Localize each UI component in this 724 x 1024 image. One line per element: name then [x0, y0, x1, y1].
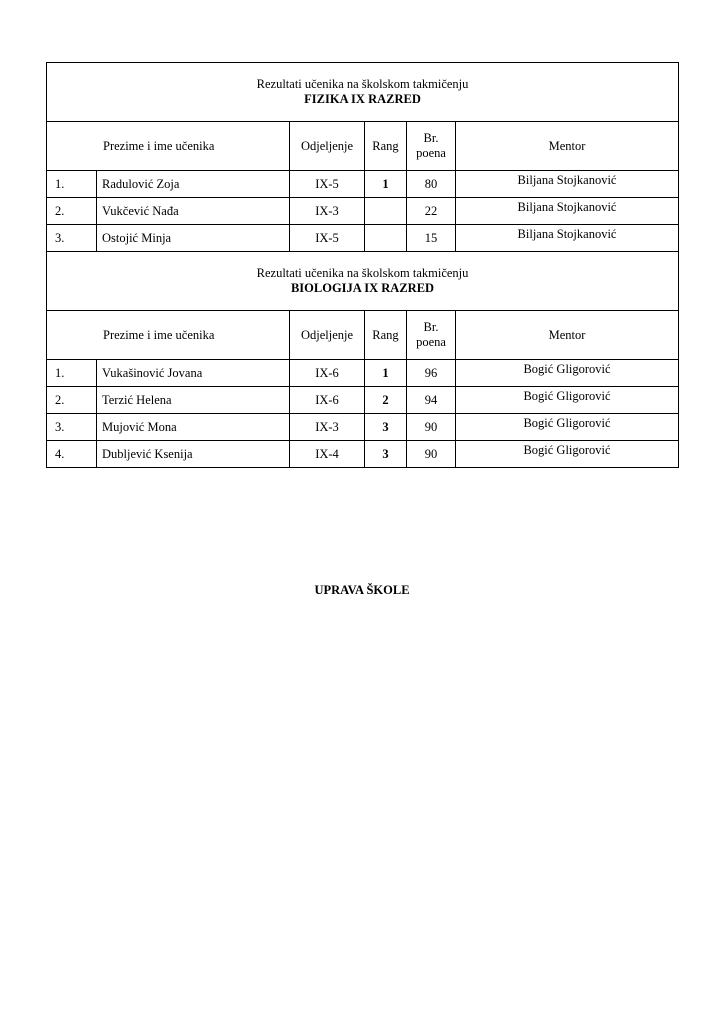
row-number: 2. [47, 198, 97, 225]
student-mentor: Biljana Stojkanović [456, 198, 679, 225]
column-header-points [407, 122, 456, 171]
table-row [47, 414, 679, 441]
section-header-cell [47, 252, 679, 311]
student-name: Mujović Mona [97, 414, 290, 441]
student-name: Dubljević Ksenija [97, 441, 290, 468]
column-header-class: Odjeljenje [290, 311, 365, 360]
column-header-mentor: Mentor [456, 122, 679, 171]
student-rank: 3 [365, 441, 407, 468]
student-points: 90 [407, 441, 456, 468]
student-points: 80 [407, 171, 456, 198]
row-number: 4. [47, 441, 97, 468]
student-name: Radulović Zoja [97, 171, 290, 198]
student-mentor: Biljana Stojkanović [456, 171, 679, 198]
column-header-row [47, 122, 679, 171]
section-header-cell [47, 63, 679, 122]
section-header-biologija [47, 252, 679, 311]
student-rank [365, 225, 407, 252]
student-points: 96 [407, 360, 456, 387]
section-title: FIZIKA IX RAZRED [304, 92, 421, 106]
section-header-fizika [47, 63, 679, 122]
student-mentor: Bogić Gligorović [456, 441, 679, 468]
student-class: IX-5 [290, 171, 365, 198]
student-class: IX-6 [290, 360, 365, 387]
results-table-body [47, 63, 679, 468]
student-name: Vukašinović Jovana [97, 360, 290, 387]
student-rank: 1 [365, 171, 407, 198]
column-header-points-line2: poena [416, 335, 446, 349]
row-number: 2. [47, 387, 97, 414]
school-administration-signature: UPRAVA ŠKOLE [314, 583, 410, 597]
column-header-points-line1: Br. [423, 131, 439, 145]
column-header-name [47, 311, 290, 360]
table-row [47, 171, 679, 198]
column-header-rank: Rang [365, 311, 407, 360]
student-name: Ostojić Minja [97, 225, 290, 252]
student-class: IX-6 [290, 387, 365, 414]
column-header-class: Odjeljenje [290, 122, 365, 171]
table-row [47, 441, 679, 468]
row-number: 3. [47, 414, 97, 441]
table-row [47, 198, 679, 225]
student-rank [365, 198, 407, 225]
column-header-points-line1: Br. [423, 320, 439, 334]
student-rank: 2 [365, 387, 407, 414]
student-mentor: Biljana Stojkanović [456, 225, 679, 252]
student-mentor: Bogić Gligorović [456, 360, 679, 387]
table-row [47, 225, 679, 252]
student-name: Terzić Helena [97, 387, 290, 414]
student-class: IX-4 [290, 441, 365, 468]
table-row [47, 360, 679, 387]
section-subtitle: Rezultati učenika na školskom takmičenju [256, 266, 469, 280]
student-rank: 1 [365, 360, 407, 387]
student-rank: 3 [365, 414, 407, 441]
student-class: IX-3 [290, 198, 365, 225]
column-header-rank: Rang [365, 122, 407, 171]
row-number: 3. [47, 225, 97, 252]
column-header-row [47, 311, 679, 360]
column-header-points-line2: poena [416, 146, 446, 160]
student-points: 22 [407, 198, 456, 225]
column-header-mentor: Mentor [456, 311, 679, 360]
student-points: 90 [407, 414, 456, 441]
student-mentor: Bogić Gligorović [456, 414, 679, 441]
column-header-name [47, 122, 290, 171]
student-name: Vukčević Nađa [97, 198, 290, 225]
column-header-name-text: Prezime i ime učenika [103, 138, 215, 153]
column-header-points [407, 311, 456, 360]
table-row [47, 387, 679, 414]
column-header-name-text: Prezime i ime učenika [103, 327, 215, 342]
student-class: IX-3 [290, 414, 365, 441]
student-class: IX-5 [290, 225, 365, 252]
student-points: 15 [407, 225, 456, 252]
student-mentor: Bogić Gligorović [456, 387, 679, 414]
student-points: 94 [407, 387, 456, 414]
row-number: 1. [47, 171, 97, 198]
row-number: 1. [47, 360, 97, 387]
results-table [46, 62, 679, 468]
section-subtitle: Rezultati učenika na školskom takmičenju [256, 77, 469, 91]
section-title: BIOLOGIJA IX RAZRED [290, 281, 435, 295]
